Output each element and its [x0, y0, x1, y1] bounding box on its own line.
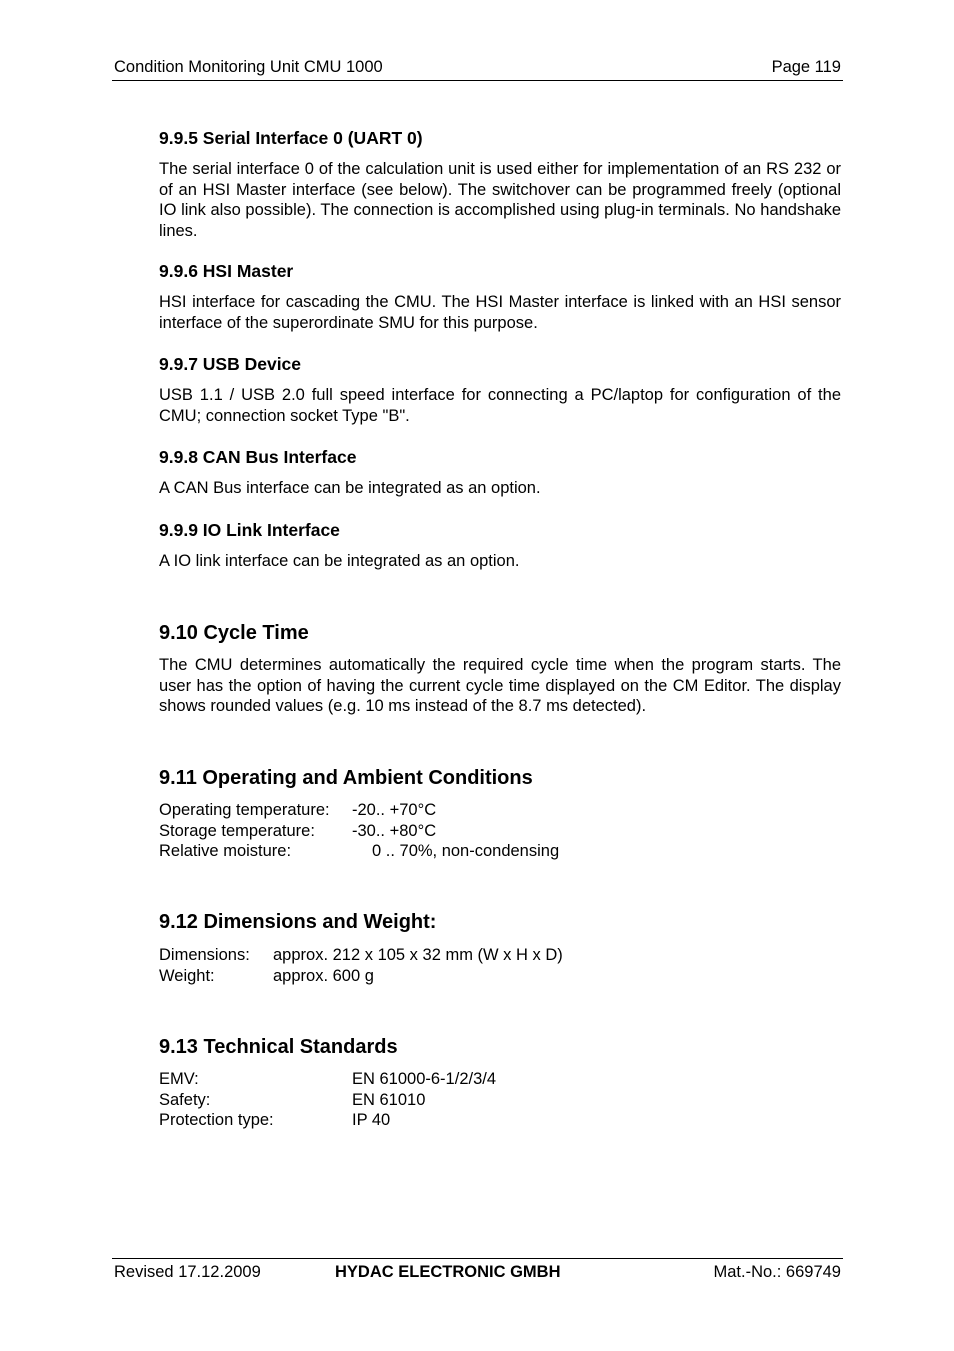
spec-label: Weight:	[159, 966, 215, 985]
list-item	[159, 945, 841, 966]
technical-standards-list	[159, 1069, 841, 1131]
standard-label: Safety:	[159, 1090, 211, 1109]
document-title: Condition Monitoring Unit CMU 1000	[114, 58, 383, 76]
condition-label: Storage temperature:	[159, 821, 315, 840]
paragraph-9-9-5: The serial interface 0 of the calculation unit is used either for implementation of an RS 232 or of an HSI Master interface (see below). The switchover can be programmed freely (optional IO link also possible). The connection is accomplished using plug-in terminals. No handshake lines.	[159, 160, 841, 240]
revision-date: Revised 17.12.2009	[114, 1263, 261, 1281]
paragraph-9-9-7: USB 1.1 / USB 2.0 full speed interface for connecting a PC/laptop for configuration of the CMU; connection socket Type "B".	[159, 386, 841, 425]
spec-value: approx. 212 x 105 x 32 mm (W x H x D)	[273, 946, 563, 964]
condition-value: -20.. +70°C	[352, 801, 437, 819]
paragraph-9-9-8: A CAN Bus interface can be integrated as an option.	[159, 479, 541, 497]
heading-9-9-6: 9.9.6 HSI Master	[159, 261, 294, 281]
list-item	[159, 841, 841, 862]
heading-9-11: 9.11 Operating and Ambient Conditions	[159, 767, 533, 789]
heading-9-9-8: 9.9.8 CAN Bus Interface	[159, 447, 357, 467]
condition-label: Operating temperature:	[159, 801, 330, 819]
paragraph-9-9-9: A IO link interface can be integrated as an option.	[159, 552, 520, 570]
list-item	[159, 1110, 841, 1131]
standard-value: EN 61000-6-1/2/3/4	[352, 1070, 497, 1088]
paragraph-9-9-6: HSI interface for cascading the CMU. The HSI Master interface is linked with an HSI sensor interface of the superordinate SMU for this purpose.	[159, 293, 841, 332]
ambient-conditions-list	[159, 800, 841, 862]
list-item	[159, 821, 841, 842]
heading-9-9-5: 9.9.5 Serial Interface 0 (UART 0)	[159, 128, 423, 148]
paragraph-9-10: The CMU determines automatically the required cycle time when the program starts. The user has the option of having the current cycle time displayed on the CM Editor. The display shows rounded values (e.g. 10 ms instead of the 8.7 ms detected).	[159, 656, 841, 715]
spec-label: Dimensions:	[159, 946, 250, 964]
heading-9-9-9: 9.9.9 IO Link Interface	[159, 520, 340, 540]
company-name: HYDAC ELECTRONIC GMBH	[335, 1263, 561, 1281]
standard-label: Protection type:	[159, 1111, 274, 1129]
heading-9-12: 9.12 Dimensions and Weight:	[159, 911, 437, 933]
material-number: Mat.-No.: 669749	[713, 1263, 841, 1281]
page-footer	[112, 1258, 843, 1289]
heading-9-9-7: 9.9.7 USB Device	[159, 354, 302, 374]
standard-label: EMV:	[159, 1070, 199, 1088]
page-header	[112, 58, 843, 81]
condition-value: 0 .. 70%, non-condensing	[372, 842, 560, 860]
list-item	[159, 1090, 841, 1111]
standard-value: EN 61010	[352, 1090, 426, 1109]
condition-label: Relative moisture:	[159, 842, 292, 860]
page-number: Page 119	[771, 58, 841, 76]
spec-value: approx. 600 g	[273, 966, 374, 985]
list-item	[159, 800, 841, 821]
condition-value: -30.. +80°C	[352, 821, 437, 840]
heading-9-13: 9.13 Technical Standards	[159, 1036, 398, 1058]
dimensions-weight-list	[159, 945, 841, 986]
heading-9-10: 9.10 Cycle Time	[159, 622, 309, 644]
standard-value: IP 40	[352, 1111, 391, 1129]
list-item	[159, 966, 841, 987]
list-item	[159, 1069, 841, 1090]
